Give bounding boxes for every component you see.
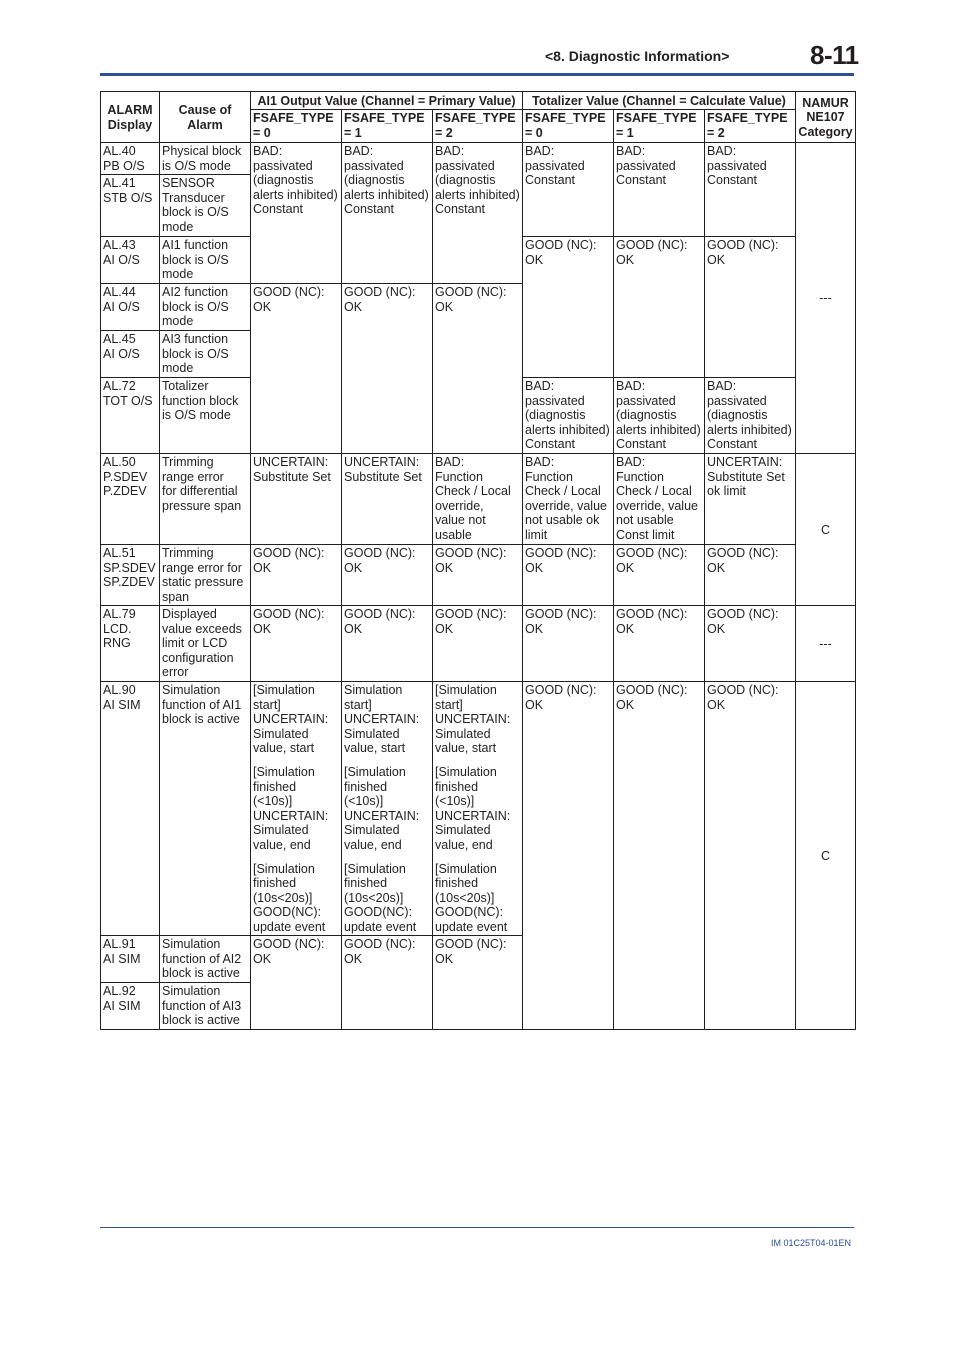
cell-value: GOOD (NC): OK	[433, 606, 523, 682]
cell-value: BAD: passivated Constant	[705, 143, 796, 237]
cell-value: GOOD (NC): OK	[614, 237, 705, 378]
alarm-cause: Simulation function of AI2 block is active	[160, 936, 251, 983]
col-header-totalizer-group: Totalizer Value (Channel = Calculate Value)	[523, 92, 796, 110]
alarm-display: AL.72 TOT O/S	[101, 378, 160, 454]
namur-category: ---	[796, 606, 856, 682]
table-row	[101, 606, 856, 682]
alarm-display: AL.44 AI O/S	[101, 284, 160, 331]
table-row	[101, 545, 856, 606]
col-header-ai1-group: AI1 Output Value (Channel = Primary Value)	[251, 92, 523, 110]
cell-value: UNCERTAIN: Substitute Set	[342, 454, 433, 545]
alarm-cause: Trimming range error for differential pressure span	[160, 454, 251, 545]
cell-value: Simulation start] UNCERTAIN: Simulated value, start [Simulation finished (<10s)] UNCERTAIN: Simulated value, end [Simulation finished (10s<20s)] GOOD(NC): update event	[342, 682, 433, 936]
cell-value: BAD: passivated (diagnostis alerts inhibited) Constant	[705, 378, 796, 454]
namur-category: ---	[796, 143, 856, 454]
cell-value: GOOD (NC): OK	[614, 682, 705, 1030]
cell-value: GOOD (NC): OK	[433, 936, 523, 1030]
cell-value: [Simulation start] UNCERTAIN: Simulated value, start [Simulation finished (<10s)] UNCERTAIN: Simulated value, end [Simulation finished (10s<20s)] GOOD(NC): update event	[251, 682, 342, 936]
cell-value: GOOD (NC): OK	[342, 936, 433, 1030]
table-row	[101, 143, 856, 175]
cell-value: GOOD (NC): OK	[342, 606, 433, 682]
cell-value: BAD: passivated Constant	[523, 143, 614, 237]
alarm-cause: Physical block is O/S mode	[160, 143, 251, 175]
cell-value: [Simulation start] UNCERTAIN: Simulated value, start [Simulation finished (<10s)] UNCERTAIN: Simulated value, end [Simulation finished (10s<20s)] GOOD(NC): update event	[433, 682, 523, 936]
header-rule	[100, 73, 854, 76]
table-row	[101, 454, 856, 545]
alarm-cause: AI2 function block is O/S mode	[160, 284, 251, 331]
cell-value: GOOD (NC): OK	[251, 606, 342, 682]
cell-value: BAD: Function Check / Local override, value not usable Const limit	[614, 454, 705, 545]
col-header-alarm-display: ALARM Display	[101, 92, 160, 143]
cell-value: GOOD (NC): OK	[251, 545, 342, 606]
cell-value: BAD: Function Check / Local override, value not usable	[433, 454, 523, 545]
cell-value: BAD: passivated (diagnostis alerts inhibited) Constant	[433, 143, 523, 284]
col-header-cause: Cause of Alarm	[160, 92, 251, 143]
cell-value: GOOD (NC): OK	[251, 936, 342, 1030]
col-header-ai1-fsafe0: FSAFE_TYPE = 0	[251, 110, 342, 143]
document-id: IM 01C25T04-01EN	[771, 1238, 852, 1248]
cell-value: BAD: Function Check / Local override, value not usable ok limit	[523, 454, 614, 545]
alarm-cause: SENSOR Transducer block is O/S mode	[160, 175, 251, 237]
footer-rule	[100, 1227, 854, 1228]
cell-value: BAD: passivated (diagnostis alerts inhibited) Constant	[342, 143, 433, 284]
col-header-tot-fsafe0: FSAFE_TYPE = 0	[523, 110, 614, 143]
alarm-cause: Totalizer function block is O/S mode	[160, 378, 251, 454]
alarm-display: AL.45 AI O/S	[101, 331, 160, 378]
alarm-cause: AI1 function block is O/S mode	[160, 237, 251, 284]
cell-value: GOOD (NC): OK	[614, 545, 705, 606]
cell-value: GOOD (NC): OK	[523, 606, 614, 682]
alarm-display: AL.40 PB O/S	[101, 143, 160, 175]
col-header-namur: NAMUR NE107 Category	[796, 92, 856, 143]
col-header-ai1-fsafe2: FSAFE_TYPE = 2	[433, 110, 523, 143]
cell-value: GOOD (NC): OK	[251, 284, 342, 454]
cell-value: GOOD (NC): OK	[433, 284, 523, 454]
cell-value: BAD: passivated (diagnostis alerts inhibited) Constant	[614, 378, 705, 454]
diagnostic-alarm-table	[100, 91, 856, 1030]
cell-value: GOOD (NC): OK	[523, 237, 614, 378]
page-number: 8-11	[810, 40, 859, 70]
cell-value: GOOD (NC): OK	[523, 682, 614, 1030]
cell-value: GOOD (NC): OK	[705, 237, 796, 378]
alarm-display: AL.41 STB O/S	[101, 175, 160, 237]
cell-value: GOOD (NC): OK	[705, 682, 796, 1030]
cell-value: GOOD (NC): OK	[342, 545, 433, 606]
namur-category: C	[796, 682, 856, 1030]
cell-value: GOOD (NC): OK	[705, 606, 796, 682]
alarm-cause: Simulation function of AI3 block is active	[160, 983, 251, 1030]
alarm-display: AL.79 LCD. RNG	[101, 606, 160, 682]
alarm-cause: Simulation function of AI1 block is active	[160, 682, 251, 936]
cell-value: UNCERTAIN: Substitute Set	[251, 454, 342, 545]
cell-value: UNCERTAIN: Substitute Set ok limit	[705, 454, 796, 545]
alarm-display: AL.90 AI SIM	[101, 682, 160, 936]
namur-category: C	[796, 454, 856, 606]
cell-value: GOOD (NC): OK	[342, 284, 433, 454]
cell-value: BAD: passivated Constant	[614, 143, 705, 237]
alarm-cause: AI3 function block is O/S mode	[160, 331, 251, 378]
alarm-display: AL.51 SP.SDEV SP.ZDEV	[101, 545, 160, 606]
cell-value: GOOD (NC): OK	[614, 606, 705, 682]
table-row	[101, 682, 856, 936]
cell-value: GOOD (NC): OK	[433, 545, 523, 606]
col-header-tot-fsafe2: FSAFE_TYPE = 2	[705, 110, 796, 143]
alarm-cause: Trimming range error for static pressure span	[160, 545, 251, 606]
cell-value: GOOD (NC): OK	[705, 545, 796, 606]
section-title: <8. Diagnostic Information>	[545, 48, 730, 64]
cell-value: BAD: passivated (diagnostis alerts inhibited) Constant	[523, 378, 614, 454]
cell-value: GOOD (NC): OK	[523, 545, 614, 606]
col-header-ai1-fsafe1: FSAFE_TYPE = 1	[342, 110, 433, 143]
alarm-display: AL.91 AI SIM	[101, 936, 160, 983]
alarm-display: AL.43 AI O/S	[101, 237, 160, 284]
col-header-tot-fsafe1: FSAFE_TYPE = 1	[614, 110, 705, 143]
alarm-display: AL.50 P.SDEV P.ZDEV	[101, 454, 160, 545]
alarm-cause: Displayed value exceeds limit or LCD configuration error	[160, 606, 251, 682]
alarm-display: AL.92 AI SIM	[101, 983, 160, 1030]
cell-value: BAD: passivated (diagnostis alerts inhibited) Constant	[251, 143, 342, 284]
